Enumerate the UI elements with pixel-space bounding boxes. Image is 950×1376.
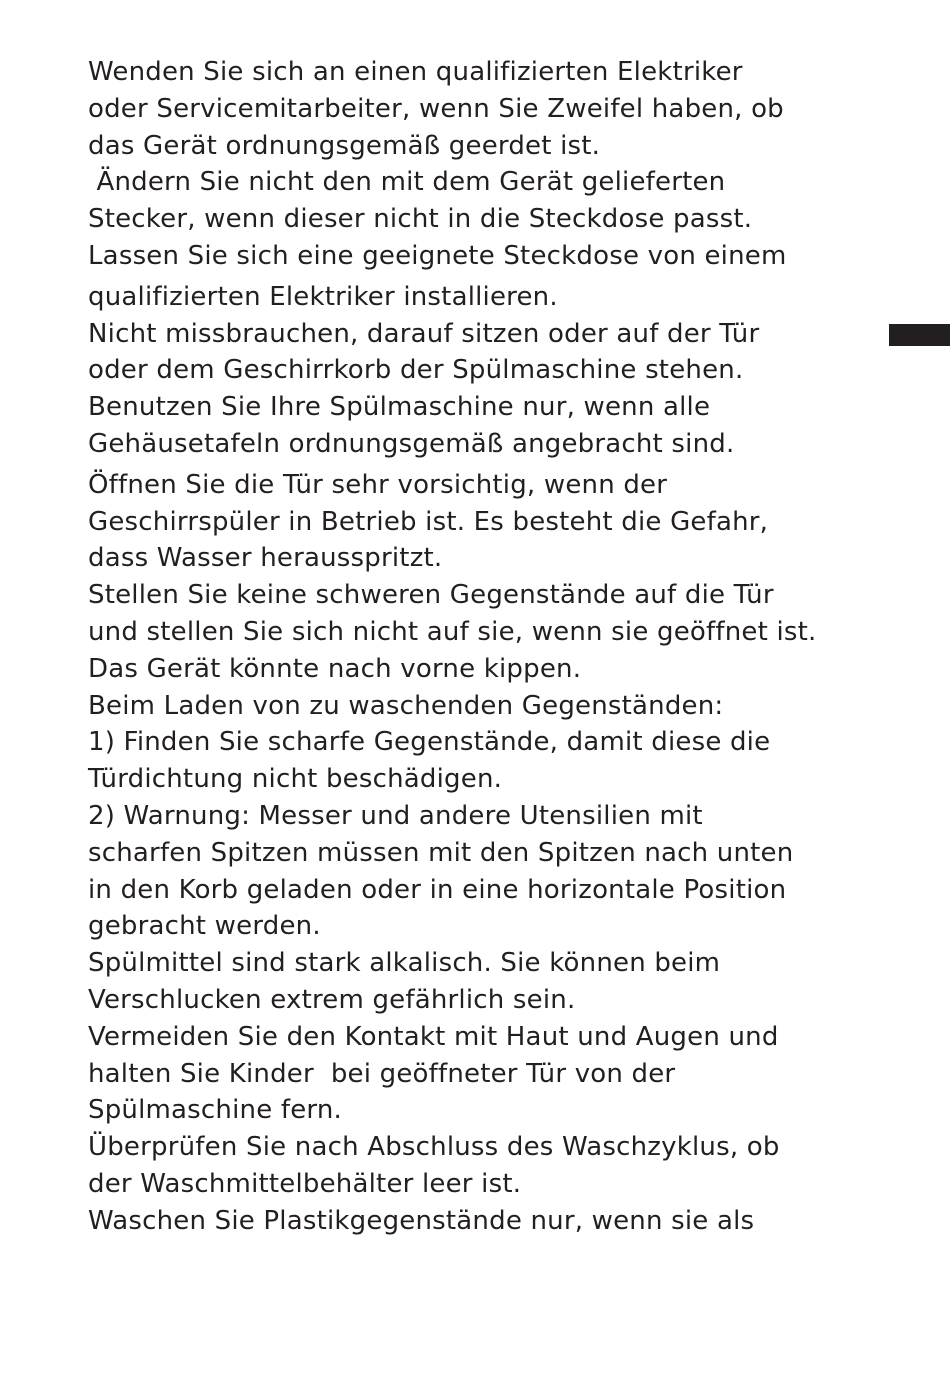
text-line: Nicht missbrauchen, darauf sitzen oder auf der Tür [88, 318, 760, 349]
text-line: oder dem Geschirrkorb der Spülmaschine stehen. [88, 355, 744, 386]
text-line: Geschirrspüler in Betrieb ist. Es besteht die Gefahr, [88, 506, 769, 537]
text-line: gebracht werden. [88, 911, 321, 942]
text-line: Vermeiden Sie den Kontakt mit Haut und Augen und [88, 1021, 779, 1052]
text-line: Waschen Sie Plastikgegenstände nur, wenn sie als [88, 1205, 755, 1236]
text-line: Wenden Sie sich an einen qualifizierten Elektriker [88, 57, 743, 87]
text-line: qualifizierten Elektriker installieren. [88, 281, 558, 312]
text-line: halten Sie Kinder bei geöffneter Tür von der [88, 1058, 676, 1089]
text-line: Spülmittel sind stark alkalisch. Sie können beim [88, 948, 721, 979]
text-line: Türdichtung nicht beschädigen. [88, 764, 503, 795]
text-line: scharfen Spitzen müssen mit den Spitzen nach unten [88, 837, 794, 868]
text-line: Stecker, wenn dieser nicht in die Steckdose passt. [88, 204, 753, 235]
text-line: Beim Laden von zu waschenden Gegenständen: [88, 690, 724, 721]
text-line: in den Korb geladen oder in eine horizontale Position [88, 874, 787, 905]
text-line: oder Servicemitarbeiter, wenn Sie Zweifel haben, ob [88, 93, 784, 124]
text-line: Spülmaschine fern. [88, 1095, 342, 1126]
text-line: Überprüfen Sie nach Abschluss des Waschzyklus, ob [88, 1132, 780, 1163]
text-line: und stellen Sie sich nicht auf sie, wenn sie geöffnet ist. [88, 616, 817, 647]
text-line: Öffnen Sie die Tür sehr vorsichtig, wenn der [88, 469, 668, 500]
text-line: Ändern Sie nicht den mit dem Gerät gelieferten [88, 167, 726, 198]
text-line: Verschlucken extrem gefährlich sein. [88, 984, 576, 1015]
text-line: der Waschmittelbehälter leer ist. [88, 1168, 522, 1199]
text-line: 1) Finden Sie scharfe Gegenstände, damit diese die [88, 727, 771, 758]
text-line: das Gerät ordnungsgemäß geerdet ist. [88, 130, 601, 161]
text-line: 2) Warnung: Messer und andere Utensilien mit [88, 800, 703, 831]
section-tab-marker [889, 324, 950, 346]
text-line: Lassen Sie sich eine geeignete Steckdose von einem [88, 240, 787, 271]
text-line: Stellen Sie keine schweren Gegenstände auf die Tür [88, 580, 774, 611]
text-line: Das Gerät könnte nach vorne kippen. [88, 653, 582, 684]
text-line: dass Wasser herausspritzt. [88, 543, 443, 574]
text-line: Benutzen Sie Ihre Spülmaschine nur, wenn alle [88, 392, 711, 423]
safety-instructions-text [88, 54, 888, 1240]
text-line: Gehäusetafeln ordnungsgemäß angebracht sind. [88, 428, 735, 459]
